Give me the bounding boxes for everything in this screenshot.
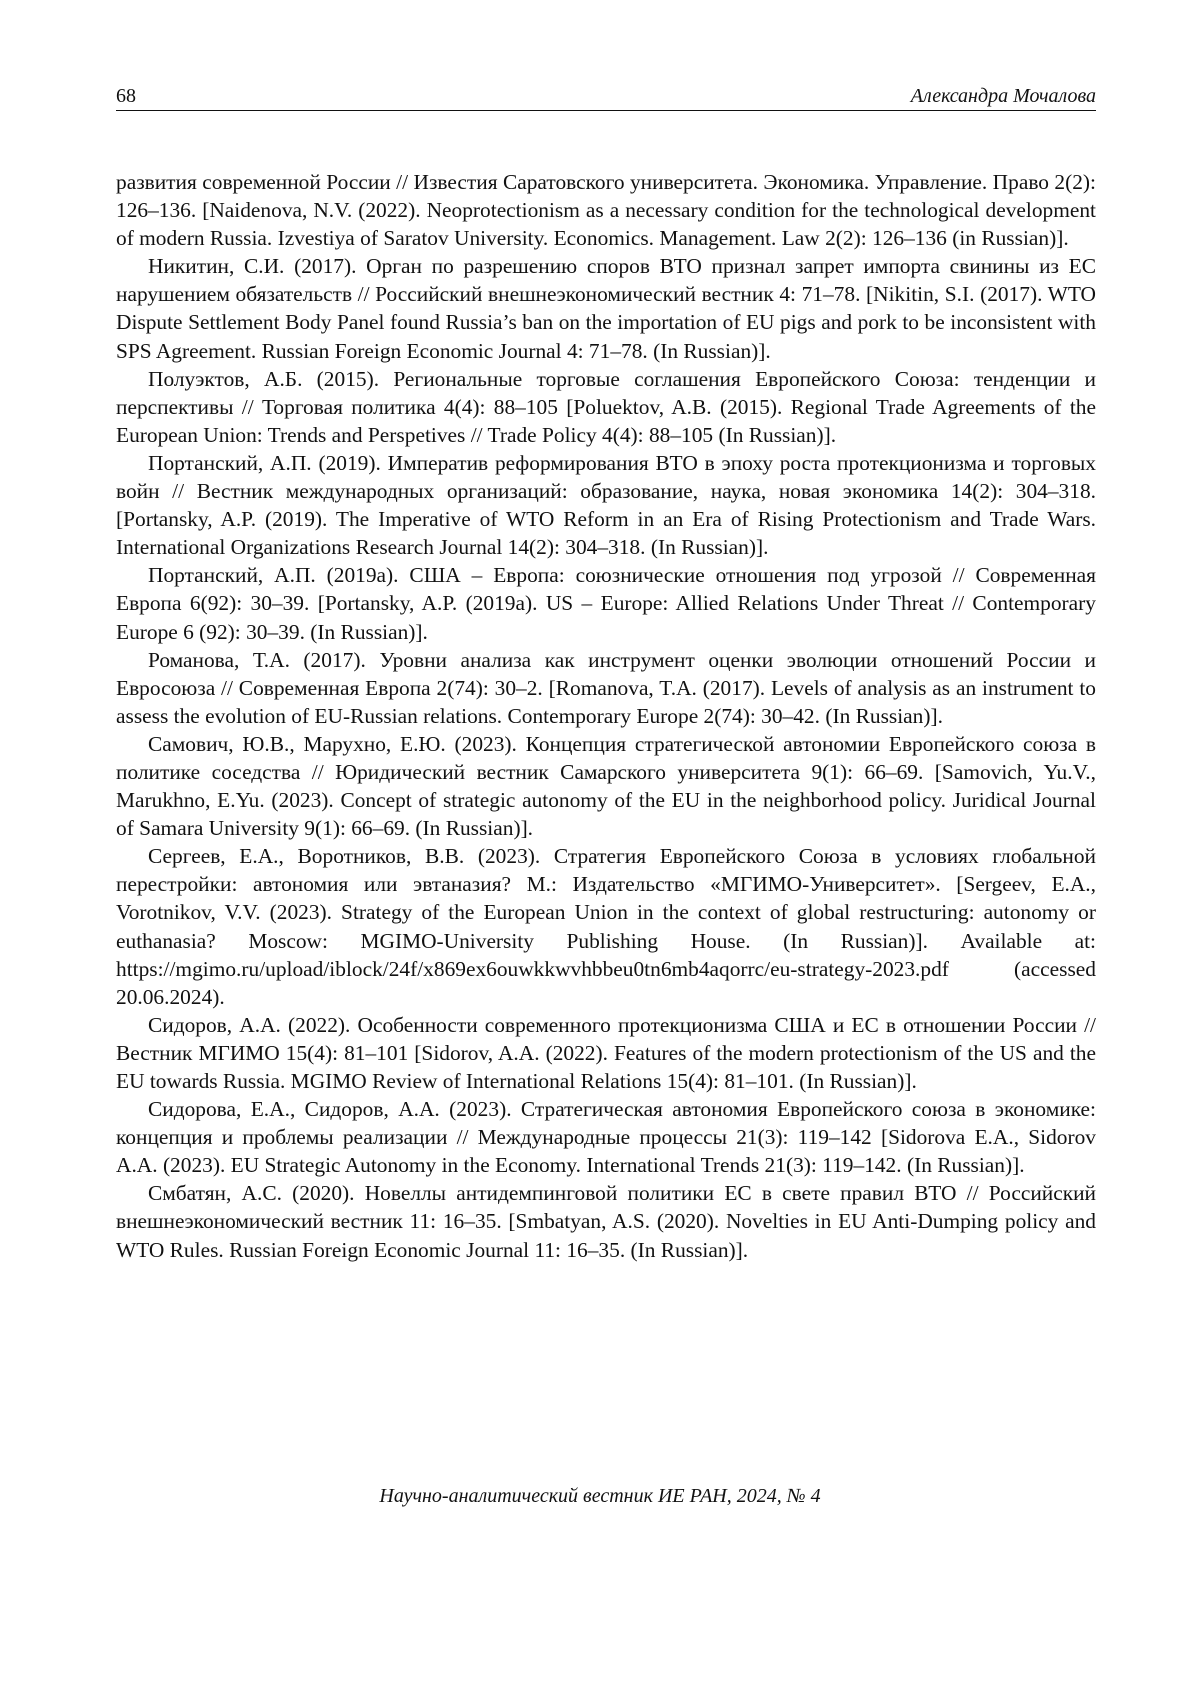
running-header bbox=[116, 84, 1096, 111]
reference-entry: Полуэктов, А.Б. (2015). Региональные торговые соглашения Европейского Союза: тенденции и перспективы // Торговая политика 4(4): 88–105 [Poluektov, A.B. (2015). Regional Trade Agreements of the European Union: Trends and Perspetives // Trade Policy 4(4): 88–105 (In Russian)]. bbox=[116, 366, 1096, 447]
reference-entry: Сергеев, Е.А., Воротников, В.В. (2023). Стратегия Европейского Союза в условиях глобальной перестройки: автономия или эвтаназия? М.: Издательство «МГИМО-Университет». [Sergeev, E.A., Vorotnikov, V.V. (2023). Strategy of the European Union in the context of global restructuring: autonomy or euthanasia? Moscow: MGIMO-University Publishing House. (In Russian)]. Available at: https://mgimo.ru/upload/iblock/24f/x869ex6ouwkkwvhbbeu0tn6mb4aqorrc/eu-strategy-2023.pdf (accessed 20.06.2024). bbox=[116, 844, 1096, 1009]
reference-entry: Самович, Ю.В., Марухно, Е.Ю. (2023). Концепция стратегической автономии Европейского союза в политике соседства // Юридический вестник Самарского университета 9(1): 66–69. [Samovich, Yu.V., Marukhno, E.Yu. (2023). Concept of strategic autonomy of the EU in the neighborhood policy. Juridical Journal of Samara University 9(1): 66–69. (In Russian)]. bbox=[116, 731, 1096, 841]
running-head-author: Александра Мочалова bbox=[910, 85, 1096, 107]
reference-entry: Портанский, А.П. (2019a). США – Европа: союзнические отношения под угрозой // Современная Европа 6(92): 30–39. [Portansky, A.P. (2019a). US – Europe: Allied Relations Under Threat // Contemporary Europe 6 (92): 30–39. (In Russian)]. bbox=[116, 563, 1096, 644]
running-footer-journal: Научно-аналитический вестник ИЕ РАН, 2024, № 4 bbox=[379, 1485, 821, 1507]
reference-entry: Смбатян, А.С. (2020). Новеллы антидемпинговой политики ЕС в свете правил ВТО // Российский внешнеэкономический вестник 11: 16–35. [Smbatyan, A.S. (2020). Novelties in EU Anti-Dumping policy and WTO Rules. Russian Foreign Economic Journal 11: 16–35. (In Russian)]. bbox=[116, 1181, 1096, 1262]
reference-entry: Сидорова, Е.А., Сидоров, А.А. (2023). Стратегическая автономия Европейского союза в экономике: концепция и проблемы реализации // Международные процессы 21(3): 119–142 [Sidorova E.A., Sidorov A.A. (2023). EU Strategic Autonomy in the Economy. International Trends 21(3): 119–142. (In Russian)]. bbox=[116, 1097, 1096, 1178]
reference-entry: Портанский, А.П. (2019). Императив реформирования ВТО в эпоху роста протекционизма и торговых войн // Вестник международных организаций: образование, наука, новая экономика 14(2): 304–318. [Portansky, A.P. (2019). The Imperative of WTO Reform in an Era of Rising Protectionism and Trade Wars. International Organizations Research Journal 14(2): 304–318. (In Russian)]. bbox=[116, 450, 1096, 560]
page-number: 68 bbox=[116, 85, 136, 107]
reference-entry: Сидоров, А.А. (2022). Особенности современного протекционизма США и ЕС в отношении России // Вестник МГИМО 15(4): 81–101 [Sidorov, A.A. (2022). Features of the modern protectionism of the US and the EU towards Russia. MGIMO Review of International Relations 15(4): 81–101. (In Russian)]. bbox=[116, 1012, 1096, 1093]
references-list bbox=[116, 168, 1096, 1264]
reference-entry-continued: развития современной России // Известия Саратовского университета. Экономика. Управление. Право 2(2): 126–136. [Naidenova, N.V. (2022). Neoprotectionism as a necessary condition for the technological development of modern Russia. Izvestiya of Saratov University. Economics. Management. Law 2(2): 126–136 (in Russian)]. bbox=[116, 170, 1096, 251]
reference-entry: Никитин, С.И. (2017). Орган по разрешению споров ВТО признал запрет импорта свинины из ЕС нарушением обязательств // Российский внешнеэкономический вестник 4: 71–78. [Nikitin, S.I. (2017). WTO Dispute Settlement Body Panel found Russia’s ban on the importation of EU pigs and pork to be inconsistent with SPS Agreement. Russian Foreign Economic Journal 4: 71–78. (In Russian)]. bbox=[116, 254, 1096, 363]
reference-entry: Романова, Т.А. (2017). Уровни анализа как инструмент оценки эволюции отношений России и Евросоюза // Современная Европа 2(74): 30–2. [Romanova, T.A. (2017). Levels of analysis as an instrument to assess the evolution of EU-Russian relations. Contemporary Europe 2(74): 30–42. (In Russian)]. bbox=[116, 647, 1096, 728]
